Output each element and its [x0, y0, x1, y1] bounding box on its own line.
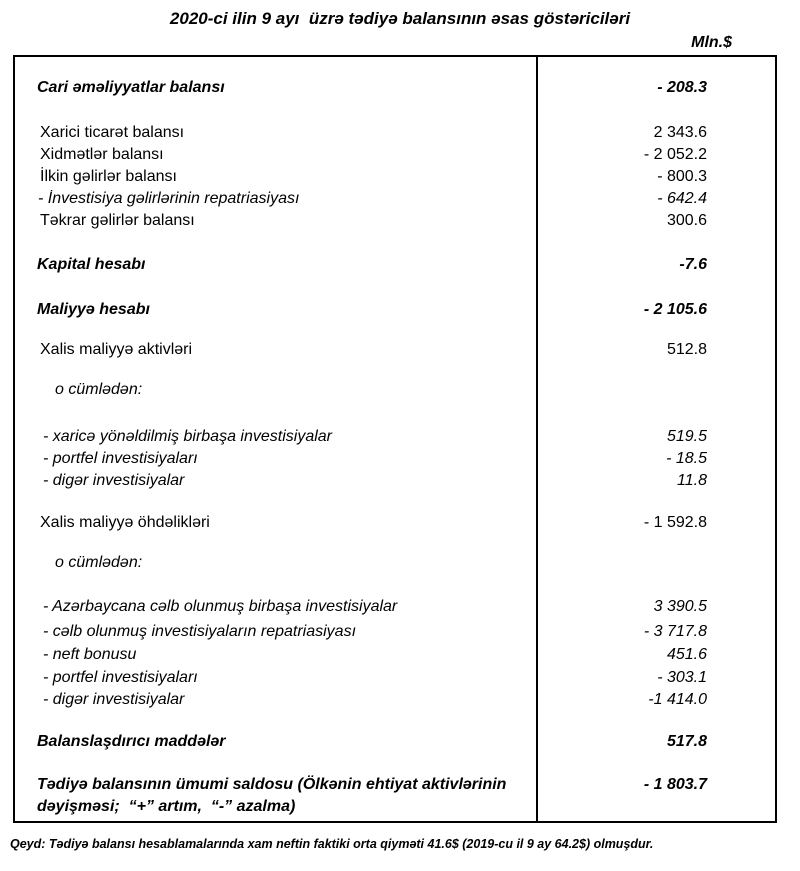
row-label: - digər investisiyalar [43, 472, 185, 489]
table-row [15, 689, 775, 711]
row-value: 519.5 [666, 428, 707, 445]
row-value: -1 414.0 [648, 691, 707, 708]
row-label: Balanslaşdırıcı maddələr [37, 733, 226, 750]
row-label: Xalis maliyyə öhdəlikləri [40, 514, 210, 531]
row-label: Maliyyə hesabı [37, 301, 150, 318]
table-rows [15, 77, 775, 818]
table-row [15, 426, 775, 448]
table-row [15, 731, 775, 753]
row-value: - 3 717.8 [643, 623, 707, 640]
row-value: - 208.3 [657, 79, 707, 96]
row-label: Kapital hesabı [37, 256, 146, 273]
table-row [15, 448, 775, 470]
row-value: - 642.4 [657, 190, 707, 207]
row-value: - 18.5 [666, 450, 707, 467]
balance-table [13, 55, 777, 823]
row-value: - 2 105.6 [643, 301, 707, 318]
row-label: Təkrar gəlirlər balansı [40, 212, 195, 229]
unit-label: Mln.$ [691, 34, 732, 51]
table-row [15, 667, 775, 689]
table-row [15, 644, 775, 666]
row-label: - digər investisiyalar [43, 691, 185, 708]
table-row [15, 470, 775, 492]
row-label: - Azərbaycana cəlb olunmuş birbaşa investisiyalar [43, 598, 398, 615]
table-row [15, 552, 775, 574]
column-divider [536, 57, 538, 821]
table-row [15, 188, 775, 210]
table-row [15, 210, 775, 232]
row-value: - 1 592.8 [643, 514, 707, 531]
row-value: 11.8 [677, 472, 707, 489]
row-label: - İnvestisiya gəlirlərinin repatriasiyası [38, 190, 300, 207]
row-label: - neft bonusu [43, 646, 137, 663]
row-value: -7.6 [679, 256, 707, 273]
table-row [15, 254, 775, 276]
row-label: - portfel investisiyaları [43, 669, 198, 686]
table-row [15, 166, 775, 188]
row-label: İlkin gəlirlər balansı [40, 168, 177, 185]
table-row [15, 379, 775, 401]
row-label: - xaricə yönəldilmiş birbaşa investisiyalar [43, 428, 332, 445]
footnote: Qeyd: Tədiyə balansı hesablamalarında xam neftin faktiki orta qiyməti 41.6$ (2019-cu il 9 ay 64.2$) olmuşdur. [10, 837, 654, 851]
row-label: o cümlədən: [55, 381, 143, 398]
row-label: Cari əməliyyatlar balansı [37, 79, 225, 96]
table-row [15, 77, 775, 99]
row-value: 3 390.5 [653, 598, 707, 615]
table-row [15, 512, 775, 534]
row-value: - 1 803.7 [643, 776, 707, 793]
row-label: Xalis maliyyə aktivləri [40, 341, 193, 358]
row-label: o cümlədən: [55, 554, 143, 571]
document [0, 9, 800, 851]
row-label: Xidmətlər balansı [40, 146, 164, 163]
row-value: 512.8 [666, 341, 707, 358]
table-row [15, 596, 775, 618]
table-row [15, 122, 775, 144]
row-label: Tədiyə balansının ümumi saldosu (Ölkənin ehtiyat aktivlərinin dəyişməsi; “+” artım, “-” azalma) [37, 776, 511, 815]
row-value: 2 343.6 [653, 124, 707, 141]
row-label: - cəlb olunmuş investisiyaların repatriasiyası [43, 623, 357, 640]
table-row [15, 299, 775, 321]
row-value: - 303.1 [657, 669, 707, 686]
page-title: 2020-ci ilin 9 ayı üzrə tədiyə balansının əsas göstəriciləri [169, 9, 631, 28]
row-value: - 2 052.2 [643, 146, 707, 163]
table-row [15, 621, 775, 643]
row-label: - portfel investisiyaları [43, 450, 198, 467]
table-row [15, 774, 775, 818]
row-value: - 800.3 [657, 168, 707, 185]
table-row [15, 339, 775, 361]
row-label: Xarici ticarət balansı [40, 124, 185, 141]
row-value: 300.6 [666, 212, 707, 229]
row-value: 451.6 [666, 646, 707, 663]
table-row [15, 144, 775, 166]
row-value: 517.8 [666, 733, 707, 750]
